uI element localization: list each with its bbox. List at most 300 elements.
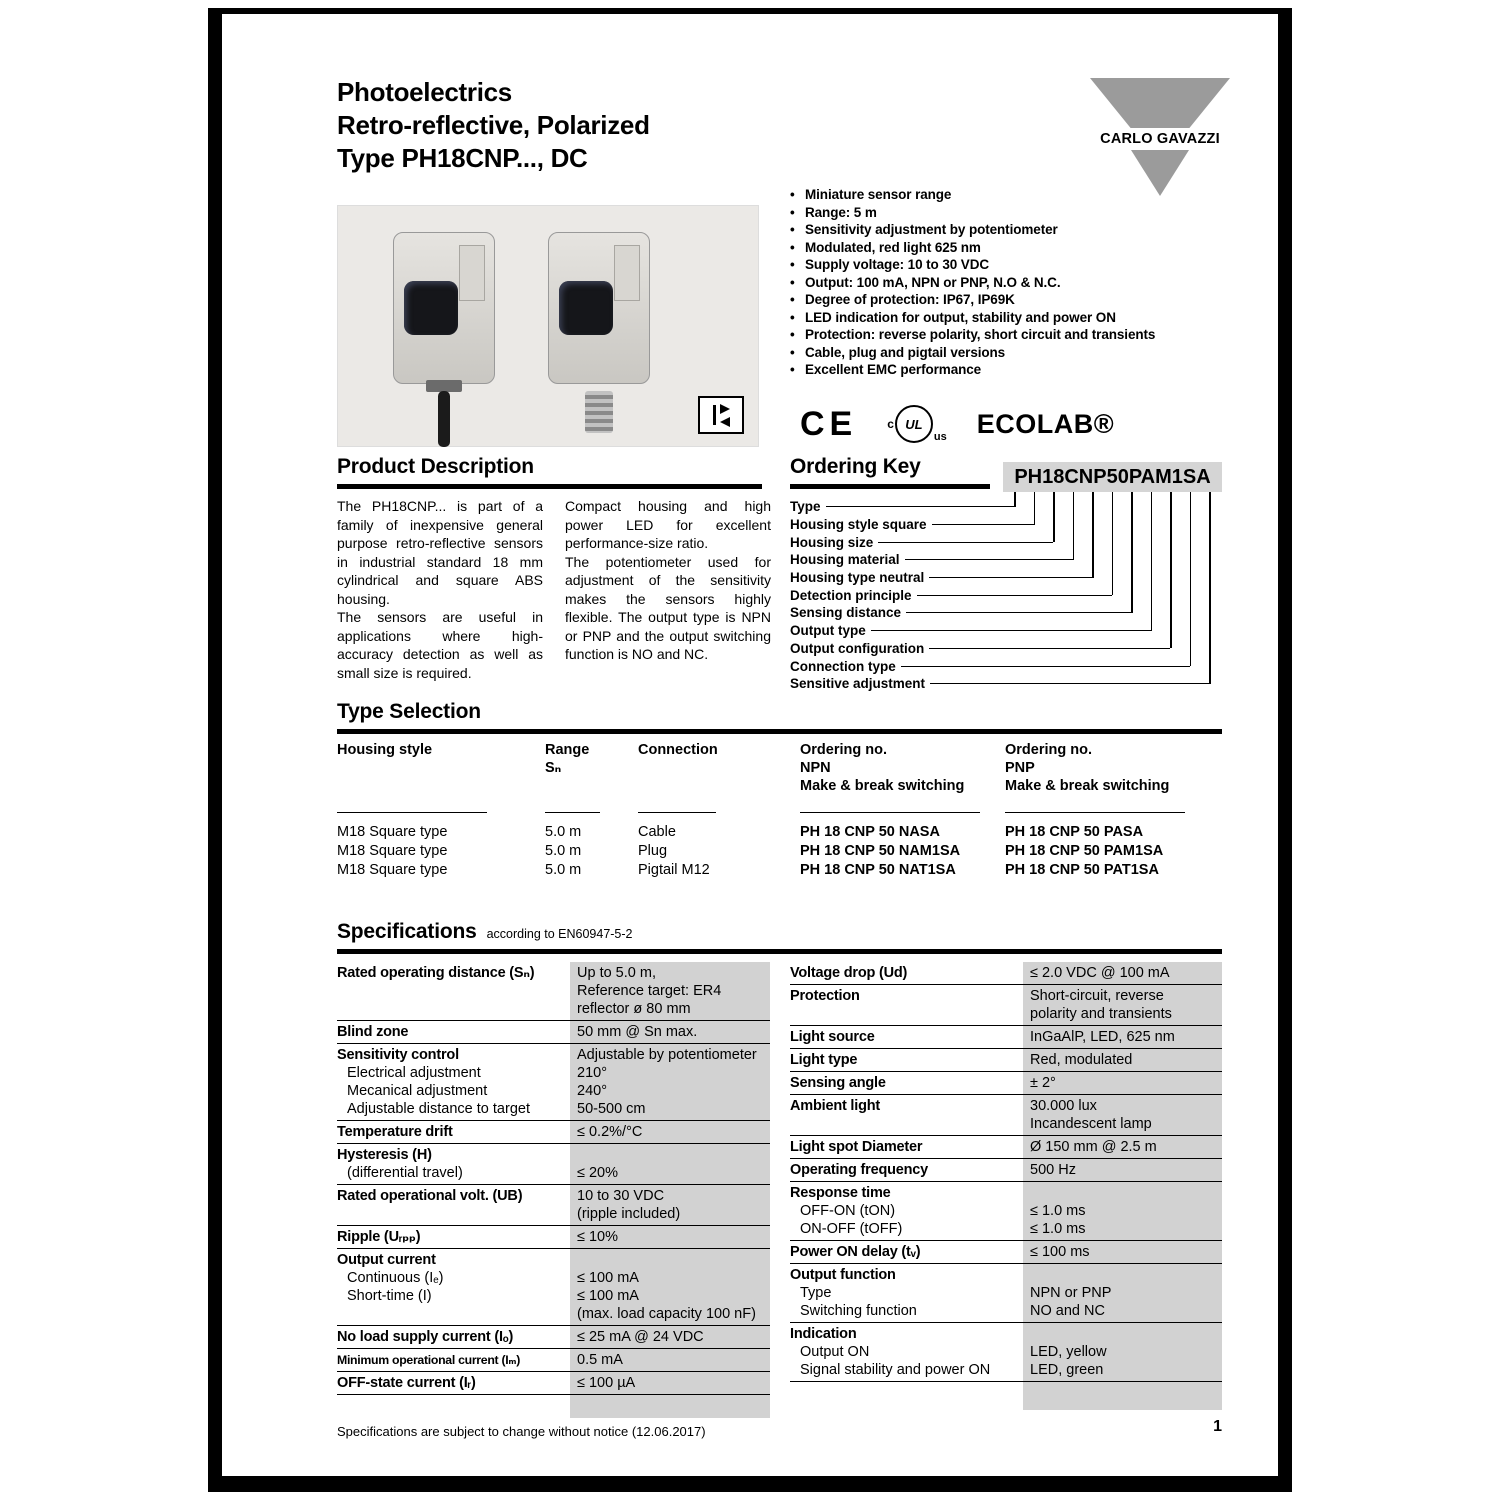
spec-row (337, 1043, 770, 1120)
spec-value (577, 1251, 770, 1269)
type-cell: 5.0 m (545, 824, 582, 840)
type-header-line: PNP (1005, 760, 1035, 776)
spec-value: polarity and transients (1030, 1006, 1172, 1022)
connector-line-icon (917, 595, 1112, 596)
spec-label: Switching function (800, 1303, 917, 1319)
spec-value: NO and NC (1030, 1303, 1105, 1319)
spec-row (790, 1025, 1222, 1048)
spec-value: (ripple included) (577, 1206, 681, 1222)
spec-label: Type (800, 1285, 832, 1301)
spec-label: Protection (790, 988, 860, 1004)
type-cell: PH 18 CNP 50 PASA (1005, 824, 1144, 840)
spec-label (337, 1305, 570, 1323)
type-header-line: Housing style (337, 742, 433, 758)
spec-value: Reference target: ER4 (577, 983, 722, 999)
connector-line-icon (932, 524, 1034, 525)
bullet-icon (790, 256, 805, 274)
description-column-2 (565, 497, 771, 682)
column-rule-icon (800, 812, 980, 813)
footer-note: Specifications are subject to change without notice (12.06.2017) (337, 1424, 706, 1439)
spec-value: Short-circuit, reverse (1030, 988, 1164, 1004)
type-table-head (337, 741, 1222, 813)
spec-label: Ambient light (790, 1098, 881, 1114)
spec-label: ON-OFF (tOFF) (800, 1221, 903, 1237)
spec-label-column (337, 1123, 570, 1141)
spec-label-column (790, 1184, 1023, 1238)
spec-row (790, 1135, 1222, 1158)
spec-value: (max. load capacity 100 nF) (577, 1306, 756, 1322)
ordering-key-label: Sensitive adjustment (790, 676, 926, 692)
ordering-key-label: Type (790, 499, 821, 515)
ordering-key-label: Housing style square (790, 517, 927, 533)
spec-value: 10 to 30 VDC (577, 1188, 665, 1204)
spec-value-column (570, 1228, 770, 1246)
spec-row (337, 1371, 770, 1395)
sensor-plug-version (548, 232, 650, 384)
retro-reflective-icon (698, 396, 744, 434)
connector-line-icon (901, 666, 1190, 667)
right-spec-table (790, 962, 1222, 1410)
spec-row (790, 1071, 1222, 1094)
feature-item (790, 344, 1240, 362)
connector-vline-icon (1034, 492, 1036, 525)
connector-line-icon (826, 506, 1014, 507)
spec-value-column (570, 1023, 770, 1041)
bullet-icon (790, 344, 805, 362)
spec-label (337, 982, 570, 1000)
ordering-key-row (790, 586, 1112, 604)
spec-value: ≤ 100 µA (577, 1375, 636, 1391)
feature-item (790, 361, 1240, 379)
spec-row (790, 1322, 1222, 1382)
ordering-key-row (790, 657, 1190, 675)
spec-value-column (1023, 1138, 1222, 1156)
certification-logos (800, 402, 1114, 446)
features-list (790, 186, 1240, 379)
spec-value-column (1023, 987, 1222, 1023)
spec-row (790, 1094, 1222, 1135)
spec-value: NPN or PNP (1030, 1285, 1112, 1301)
description-paragraph: The sensors are useful in applications where high-accuracy detection as well as small size is required. (337, 609, 543, 681)
spec-label: Ripple (Uᵣₚₚ) (337, 1229, 421, 1245)
spec-row (337, 1348, 770, 1371)
ecolab-logo: ECOLAB® (976, 408, 1115, 439)
connector-vline-icon (1092, 492, 1094, 578)
spec-row (790, 1158, 1222, 1181)
spec-label-column (337, 1046, 570, 1118)
ordering-key-row (790, 516, 1034, 534)
feature-text: Cable, plug and pigtail versions (805, 344, 1006, 360)
type-cell: PH 18 CNP 50 NAT1SA (800, 862, 956, 878)
ordering-key-label: Housing size (790, 534, 874, 550)
beam-arrows-icon (720, 404, 730, 427)
spec-label: OFF-ON (tON) (800, 1203, 896, 1219)
feature-item (790, 326, 1240, 344)
spec-label (337, 1205, 570, 1223)
type-column-header (1005, 741, 1222, 813)
spec-value-column (570, 964, 770, 1018)
type-cell: PH 18 CNP 50 PAT1SA (1005, 862, 1159, 878)
ordering-key-label: Sensing distance (790, 605, 902, 621)
ordering-key-row (790, 622, 1151, 640)
type-table-body (337, 823, 1222, 880)
connector-vline-icon (1112, 492, 1114, 595)
spec-value: Up to 5.0 m, (577, 965, 656, 981)
spec-row (790, 962, 1222, 984)
spec-row (337, 1325, 770, 1348)
spec-row (337, 1184, 770, 1225)
spec-row (790, 1240, 1222, 1263)
type-cell: Pigtail M12 (638, 862, 710, 878)
connector-vline-icon (1014, 492, 1016, 507)
spec-label: Light spot Diameter (790, 1139, 923, 1155)
spec-label-column (790, 1325, 1023, 1379)
brand-name: CARLO GAVAZZI (1100, 131, 1220, 147)
spec-label (337, 1000, 570, 1018)
spec-label: Light source (790, 1029, 875, 1045)
spec-value-column (1023, 1097, 1222, 1133)
feature-text: Excellent EMC performance (805, 362, 982, 377)
ordering-key-row (790, 675, 1209, 693)
feature-item (790, 204, 1240, 222)
column-rule-icon (337, 812, 487, 813)
spec-value: ≤ 1.0 ms (1030, 1221, 1086, 1237)
spec-label (790, 1115, 1023, 1133)
spec-value: 500 Hz (1030, 1162, 1076, 1178)
spec-value-column (570, 1374, 770, 1392)
spec-label: Temperature drift (337, 1124, 453, 1140)
spec-label: OFF-state current (Iᵣ) (337, 1375, 476, 1391)
spec-label: Short-time (I) (347, 1288, 432, 1304)
spec-value: ≤ 100 mA (577, 1288, 639, 1304)
type-cell: PH 18 CNP 50 NASA (800, 824, 940, 840)
bullet-icon (790, 309, 805, 327)
specifications-heading (337, 920, 1222, 954)
spec-value-column (570, 1251, 770, 1323)
ordering-key-label: Detection principle (790, 587, 912, 603)
connector-vline-icon (1151, 492, 1153, 631)
type-column-header (337, 741, 545, 813)
bullet-icon (790, 361, 805, 379)
page-title-line-1: Photoelectrics (337, 77, 512, 107)
ordering-key-label: Housing material (790, 552, 900, 568)
spec-label-column (790, 1074, 1023, 1092)
spec-label-column (790, 1051, 1023, 1069)
spec-row (337, 962, 770, 1020)
spec-value-column (570, 1146, 770, 1182)
spec-value: 50 mm @ Sn max. (577, 1024, 698, 1040)
ordering-key-row (790, 640, 1170, 658)
spec-value: reflector ø 80 mm (577, 1001, 691, 1017)
type-cell: Plug (638, 843, 668, 859)
spec-row (337, 1143, 770, 1184)
spec-value: ≤ 2.0 VDC @ 100 mA (1030, 965, 1170, 981)
type-selection-table (337, 741, 1222, 880)
connector-line-icon (871, 630, 1151, 631)
datasheet-page (208, 8, 1292, 1492)
spec-value: ± 2° (1030, 1075, 1056, 1091)
connector-vline-icon (1170, 492, 1172, 648)
spec-row (337, 1225, 770, 1248)
spec-label: Electrical adjustment (347, 1065, 481, 1081)
type-header-line: Ordering no. (800, 742, 887, 758)
bullet-icon (790, 221, 805, 239)
spec-value: Incandescent lamp (1030, 1116, 1152, 1132)
spec-label-column (337, 1328, 570, 1346)
title-block (337, 76, 650, 175)
spec-value-column (570, 1328, 770, 1346)
spec-value (577, 1146, 770, 1164)
spec-value (1030, 1184, 1222, 1202)
ordering-key-label: Connection type (790, 658, 896, 674)
spec-row (790, 1181, 1222, 1240)
page-title-line-2: Retro-reflective, Polarized (337, 110, 650, 140)
page-title-line-3: Type PH18CNP..., DC (337, 143, 588, 173)
spec-label: Minimum operational current (Iₘ) (337, 1353, 521, 1367)
spec-label: Output ON (800, 1344, 870, 1360)
spec-label-column (337, 1351, 570, 1369)
sensor-m12-connector (585, 391, 613, 433)
spec-row (790, 984, 1222, 1025)
feature-item (790, 186, 1240, 204)
spec-value: InGaAlP, LED, 625 nm (1030, 1029, 1175, 1045)
feature-text: Modulated, red light 625 nm (805, 239, 981, 255)
spec-label: Signal stability and power ON (800, 1362, 991, 1378)
spec-label-column (337, 1187, 570, 1223)
spec-value: 210° (577, 1065, 607, 1081)
product-photo (337, 205, 759, 447)
spec-value-column (1023, 1074, 1222, 1092)
ordering-key-label: Output configuration (790, 640, 925, 656)
spec-label: Response time (790, 1185, 891, 1201)
bullet-icon (790, 239, 805, 257)
type-header-line: Sₙ (545, 760, 562, 776)
feature-item (790, 291, 1240, 309)
column-rule-icon (1005, 812, 1185, 813)
spec-label-column (337, 1251, 570, 1323)
specifications-standard: according to EN60947-5-2 (486, 927, 633, 941)
spec-value-column (570, 1046, 770, 1118)
ordering-key-label: Output type (790, 623, 866, 639)
spec-label: Voltage drop (Ud) (790, 965, 908, 981)
spec-label-column (790, 1028, 1023, 1046)
spec-label-column (337, 964, 570, 1018)
ordering-key-row (790, 569, 1092, 587)
description-paragraph: The PH18CNP... is part of a family of inexpensive general purpose retro-reflective sensors in industrial standard 18 mm cylindrical and square ABS housing. (337, 498, 543, 607)
ordering-key-row (790, 533, 1053, 551)
feature-item (790, 274, 1240, 292)
spec-label-column (790, 964, 1023, 982)
spec-row (337, 1020, 770, 1043)
spec-label-column (790, 1243, 1023, 1261)
spec-label: Mecanical adjustment (347, 1083, 488, 1099)
feature-text: Miniature sensor range (805, 187, 952, 202)
arrow-right-icon (720, 404, 730, 414)
product-description-text (337, 497, 771, 682)
spec-value: LED, yellow (1030, 1344, 1107, 1360)
ul-mark (887, 405, 947, 443)
ul-circle-icon: UL (895, 405, 933, 443)
specifications-title: Specifications (337, 920, 477, 943)
spec-value: 240° (577, 1083, 607, 1099)
type-selection-heading: Type Selection (337, 700, 1222, 734)
column-rule-icon (545, 812, 600, 813)
spec-value: 30.000 lux (1030, 1098, 1097, 1114)
ordering-key-heading: Ordering Key (790, 455, 990, 489)
spec-value-column (570, 1123, 770, 1141)
connector-line-icon (905, 559, 1073, 560)
type-cell: 5.0 m (545, 862, 582, 878)
page-number: 1 (1213, 1418, 1222, 1435)
spec-label: Hysteresis (H) (337, 1147, 432, 1163)
ordering-key-row (790, 498, 1014, 516)
spec-label: Light type (790, 1052, 858, 1068)
spec-label: Sensitivity control (337, 1047, 459, 1063)
feature-text: Degree of protection: IP67, IP69K (805, 292, 1015, 307)
spec-label-column (790, 1161, 1023, 1179)
feature-item (790, 256, 1240, 274)
spec-value: Red, modulated (1030, 1052, 1133, 1068)
type-header-line: Make & break switching (800, 778, 965, 794)
connector-vline-icon (1209, 492, 1211, 684)
spec-value: ≤ 20% (577, 1165, 619, 1181)
spec-row (337, 1248, 770, 1325)
spec-value: 0.5 mA (577, 1352, 623, 1368)
type-header-line: Range (545, 742, 590, 758)
spec-value: Adjustable by potentiometer (577, 1047, 757, 1063)
spec-value: ≤ 10% (577, 1229, 619, 1245)
connector-vline-icon (1073, 492, 1075, 560)
type-header-line: Connection (638, 742, 718, 758)
ordering-key-diagram (790, 492, 1235, 697)
ordering-key-row (790, 604, 1131, 622)
spec-value (1030, 1325, 1222, 1343)
spec-label-column (790, 1266, 1023, 1320)
description-column-1 (337, 497, 543, 682)
bullet-icon (790, 204, 805, 222)
spec-label: Indication (790, 1326, 857, 1342)
feature-text: Range: 5 m (805, 204, 877, 220)
spec-value-column (570, 1351, 770, 1369)
spec-value: Ø 150 mm @ 2.5 m (1030, 1139, 1157, 1155)
connector-vline-icon (1053, 492, 1055, 542)
feature-item (790, 309, 1240, 327)
type-cell: M18 Square type (337, 862, 448, 878)
spec-label-column (337, 1228, 570, 1246)
spec-label-column (790, 987, 1023, 1023)
type-cell: M18 Square type (337, 843, 448, 859)
carlo-gavazzi-logo (1090, 78, 1230, 196)
sensor-side-label (614, 245, 640, 301)
spec-value (1030, 1266, 1222, 1284)
feature-item (790, 221, 1240, 239)
bullet-icon (790, 326, 805, 344)
ordering-key-row (790, 551, 1073, 569)
feature-text: Protection: reverse polarity, short circuit and transients (805, 327, 1156, 342)
spec-row (790, 1048, 1222, 1071)
product-description-heading: Product Description (337, 455, 762, 489)
spec-value-column (1023, 1266, 1222, 1320)
spec-label-column (337, 1023, 570, 1041)
sensor-cable-version (393, 232, 495, 384)
spec-value: ≤ 100 mA (577, 1270, 639, 1286)
feature-item (790, 239, 1240, 257)
sensor-cable (438, 391, 450, 447)
spec-label-column (337, 1374, 570, 1392)
spec-row (790, 1263, 1222, 1322)
connector-line-icon (878, 542, 1053, 543)
spec-value: ≤ 100 ms (1030, 1244, 1090, 1260)
spec-value-column (1023, 964, 1222, 982)
feature-text: LED indication for output, stability and power ON (805, 309, 1116, 325)
spec-label-column (790, 1097, 1023, 1133)
type-cell: Cable (638, 824, 676, 840)
spec-value: ≤ 25 mA @ 24 VDC (577, 1329, 704, 1345)
connector-vline-icon (1190, 492, 1192, 666)
spec-value: LED, green (1030, 1362, 1104, 1378)
type-cell: PH 18 CNP 50 NAM1SA (800, 843, 961, 859)
ordering-code: PH18CNP50PAM1SA (1003, 462, 1222, 492)
spec-label: Operating frequency (790, 1162, 929, 1178)
description-paragraph: Compact housing and high power LED for excellent performance-size ratio. (565, 498, 771, 551)
spec-value: ≤ 0.2%/°C (577, 1124, 643, 1140)
feature-text: Supply voltage: 10 to 30 VDC (805, 257, 989, 272)
spec-label: Sensing angle (790, 1075, 886, 1091)
type-column-header (545, 741, 638, 813)
spec-value-column (1023, 1161, 1222, 1179)
spec-label-column (790, 1138, 1023, 1156)
connector-line-icon (906, 612, 1131, 613)
spec-label: Output function (790, 1267, 896, 1283)
spec-value-column (1023, 1325, 1222, 1379)
ordering-key-label: Housing type neutral (790, 570, 925, 586)
spec-value-column (1023, 1184, 1222, 1238)
spec-value-column (1023, 1051, 1222, 1069)
spec-label: Blind zone (337, 1024, 409, 1040)
reflector-bar-icon (713, 405, 716, 425)
spec-label: (differential travel) (347, 1165, 463, 1181)
sensor-side-label (459, 245, 485, 301)
connector-vline-icon (1131, 492, 1133, 613)
spec-label: Adjustable distance to target (347, 1101, 530, 1117)
spec-label: Rated operating distance (Sₙ) (337, 965, 535, 981)
type-header-line: Make & break switching (1005, 778, 1170, 794)
bullet-icon (790, 291, 805, 309)
ul-c-label: c (887, 417, 894, 431)
type-cell: 5.0 m (545, 843, 582, 859)
column-rule-icon (638, 812, 716, 813)
spec-label: No load supply current (Iₒ) (337, 1329, 514, 1345)
spec-label: Output current (337, 1252, 436, 1268)
description-paragraph: The potentiometer used for adjustment of the sensitivity makes the sensors highly flexible. The output type is NPN or PNP and the output switching function is NO and NC. (565, 553, 771, 662)
sensor-lens (559, 281, 613, 335)
feature-text: Sensitivity adjustment by potentiometer (805, 222, 1058, 237)
spec-value: 50-500 cm (577, 1101, 646, 1117)
spec-value: ≤ 1.0 ms (1030, 1203, 1086, 1219)
left-spec-table (337, 962, 770, 1418)
sensor-lens (404, 281, 458, 335)
spec-row (337, 1120, 770, 1143)
ul-us-label: us (933, 431, 947, 443)
type-cell: M18 Square type (337, 824, 448, 840)
spec-value-column (1023, 1028, 1222, 1046)
ce-mark: CE (800, 404, 858, 443)
spec-label: Continuous (Iₑ) (347, 1270, 444, 1286)
spec-label: Power ON delay (tᵥ) (790, 1244, 921, 1260)
spec-value-column (1023, 1243, 1222, 1261)
type-column-header (638, 741, 800, 813)
bullet-icon (790, 186, 805, 204)
